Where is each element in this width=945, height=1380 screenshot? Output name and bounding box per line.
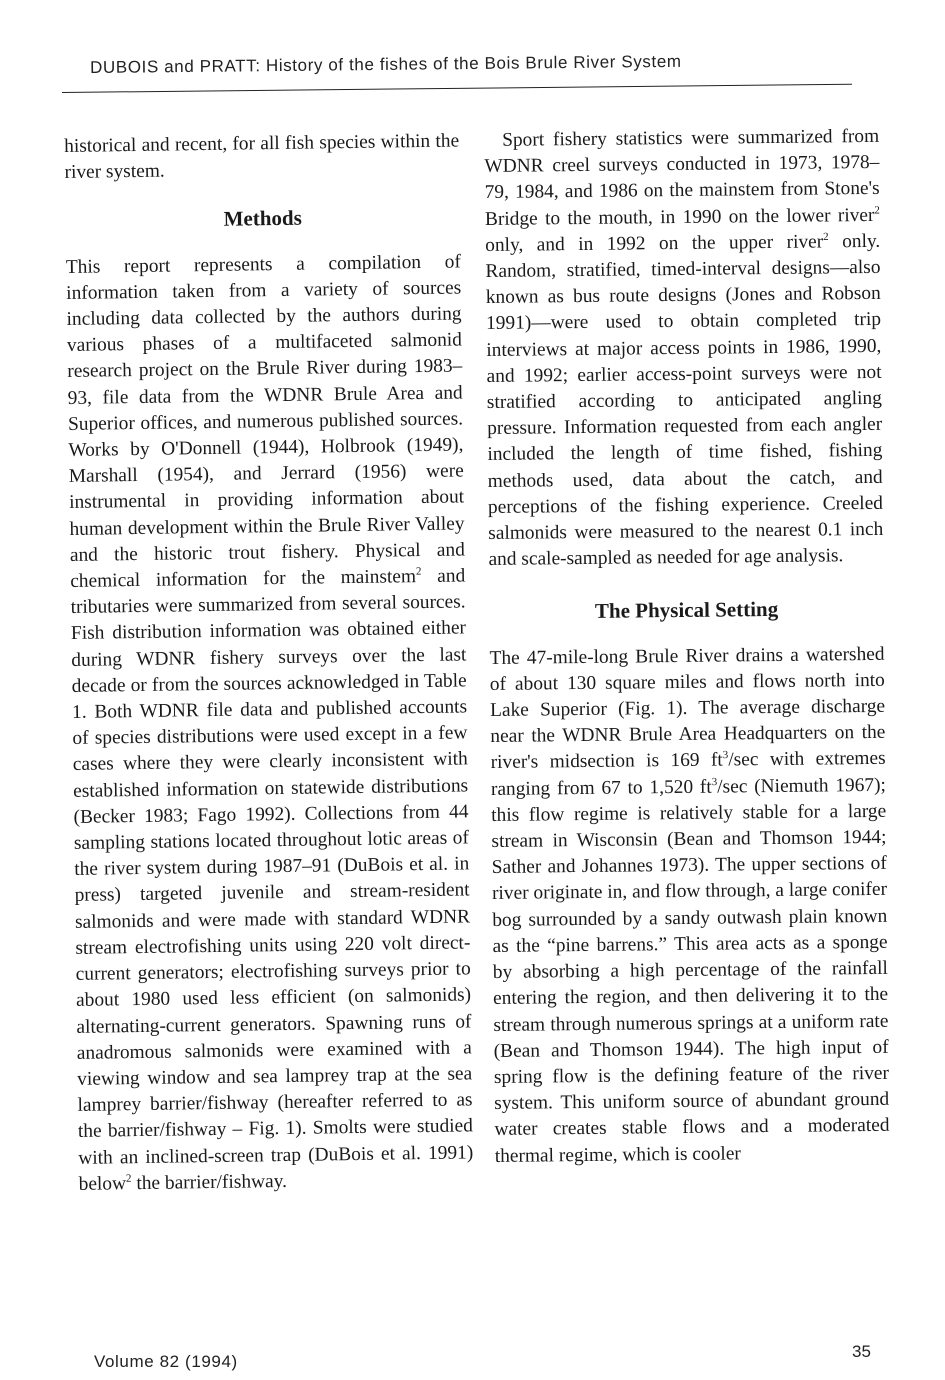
physical-text-part-3: /sec (Niemuth 1967); this flow regime is relatively stable for a large stream in Wisconsin (Bean and Thomson 1944; Sather and Johannes 1973). The upper sections of river originate in, and flow through, a large conifer bog surrounded by a sandy outwash plain known as the “pine barrens.” This area acts as a sponge by absorbing a high percentage of the rainfall entering the region, and then delivering it to the stream through numerous springs at a uniform rate (Bean and Thomson 1944). The high input of spring flow is the defining feature of the river system. This uniform source of abundant ground water creates stable flows and a moderated thermal regime, which is cooler	[491, 774, 890, 1167]
methods-text-part-3: the barrier/fishway.	[131, 1170, 288, 1194]
footnote-ref: 2	[823, 230, 829, 243]
sport-text-part-2: only, and in 1992 on the upper river	[485, 231, 824, 256]
footer-volume: Volume 82 (1994)	[94, 1352, 238, 1371]
footnote-ref: 2	[415, 565, 422, 578]
superscript-3: 3	[711, 775, 718, 788]
running-head: DUBOIS and PRATT: History of the fishes of the Bois Brule River System	[90, 51, 682, 77]
methods-paragraph	[66, 249, 474, 1198]
methods-heading: Methods	[223, 206, 302, 232]
left-column	[64, 128, 474, 1197]
sport-fishery-paragraph	[484, 124, 884, 574]
physical-text-part-2: /sec with extremes ranging from 67 to 1,520 ft	[490, 748, 886, 800]
physical-setting-heading: The Physical Setting	[594, 597, 779, 624]
methods-text-part-1: This report represents a compilation of information taken from a variety of sources including data collected by the authors during various phases of a multifaceted salmonid research project on the Brule River during 1983–93, file data from the WDNR Brule Area and Superior offices, and numerous published sources. Works by O'Donnell (1944), Holbrook (1949), Marshall (1954), and Jerrard (1956) were instrumental in providing information about human development within the Brule River Valley and the historic trout fishery. Physical and chemical information for the mainstem	[65, 251, 465, 593]
footnote-ref: 2	[874, 203, 880, 217]
right-column	[484, 124, 890, 1170]
superscript-3: 3	[722, 749, 729, 762]
header-rule	[62, 84, 852, 93]
physical-setting-paragraph	[489, 641, 889, 1169]
sport-text-part-1: Sport fishery statistics were summarized from WDNR creel surveys conducted in 1973, 1978–79, 1984, and 1986 on the mainstem from Stone's Bridge to the mouth, in 1990 on the lower river	[484, 125, 880, 230]
methods-text-part-2: and tributaries were summarized from several sources. Fish distribution information was obtained either during WDNR fishery surveys over the last decade or from the sources acknowledged in Table 1. Both WDNR file data and published accounts of species distributions were used except in a few cases where they were clearly inconsistent with established information on statewide distributions (Becker 1983; Fago 1992). Collections from 44 sampling stations located throughout lotic areas of the river system during 1987–91 (DuBois et al. in press) targeted juvenile and stream-resident salmonids and were made with standard WDNR stream electrofishing units using 220 volt direct-current generators; electrofishing surveys prior to about 1980 used less efficient (on salmonids) alternating-current generators. Spawning runs of anadromous salmonids were examined with a viewing window and sea lamprey trap at the sea lamprey barrier/fishway (hereafter referred to as the barrier/fishway – Fig. 1). Smolts were studied with an inclined-screen trap (DuBois et al. 1991) below	[70, 565, 474, 1195]
footnote-ref: 2	[125, 1172, 132, 1185]
page-number: 35	[852, 1342, 871, 1361]
sport-text-part-3: only. Random, stratified, timed-interval designs—also known as bus route designs (Jones and Robson 1991)—were used to obtain completed trip interviews at major access points in 1986, 1990, and 1992; earlier access-point surveys were not stratified according to anticipated angling pressure. Information requested from each angler included the length of time fished, fishing methods used, data about the catch, and perceptions of the fishing experience. Creeled salmonids were measured to the nearest 0.1 inch and scale-sampled as needed for age analysis.	[485, 230, 884, 571]
intro-continuation: historical and recent, for all fish species within the river system.	[64, 130, 460, 184]
physical-text-part-1: The 47-mile-long Brule River drains a watershed of about 130 square miles and flows north into Lake Superior (Fig. 1). The average discharge near the WDNR Brule Area Headquarters on the river's midsection is 169 ft	[489, 643, 886, 774]
